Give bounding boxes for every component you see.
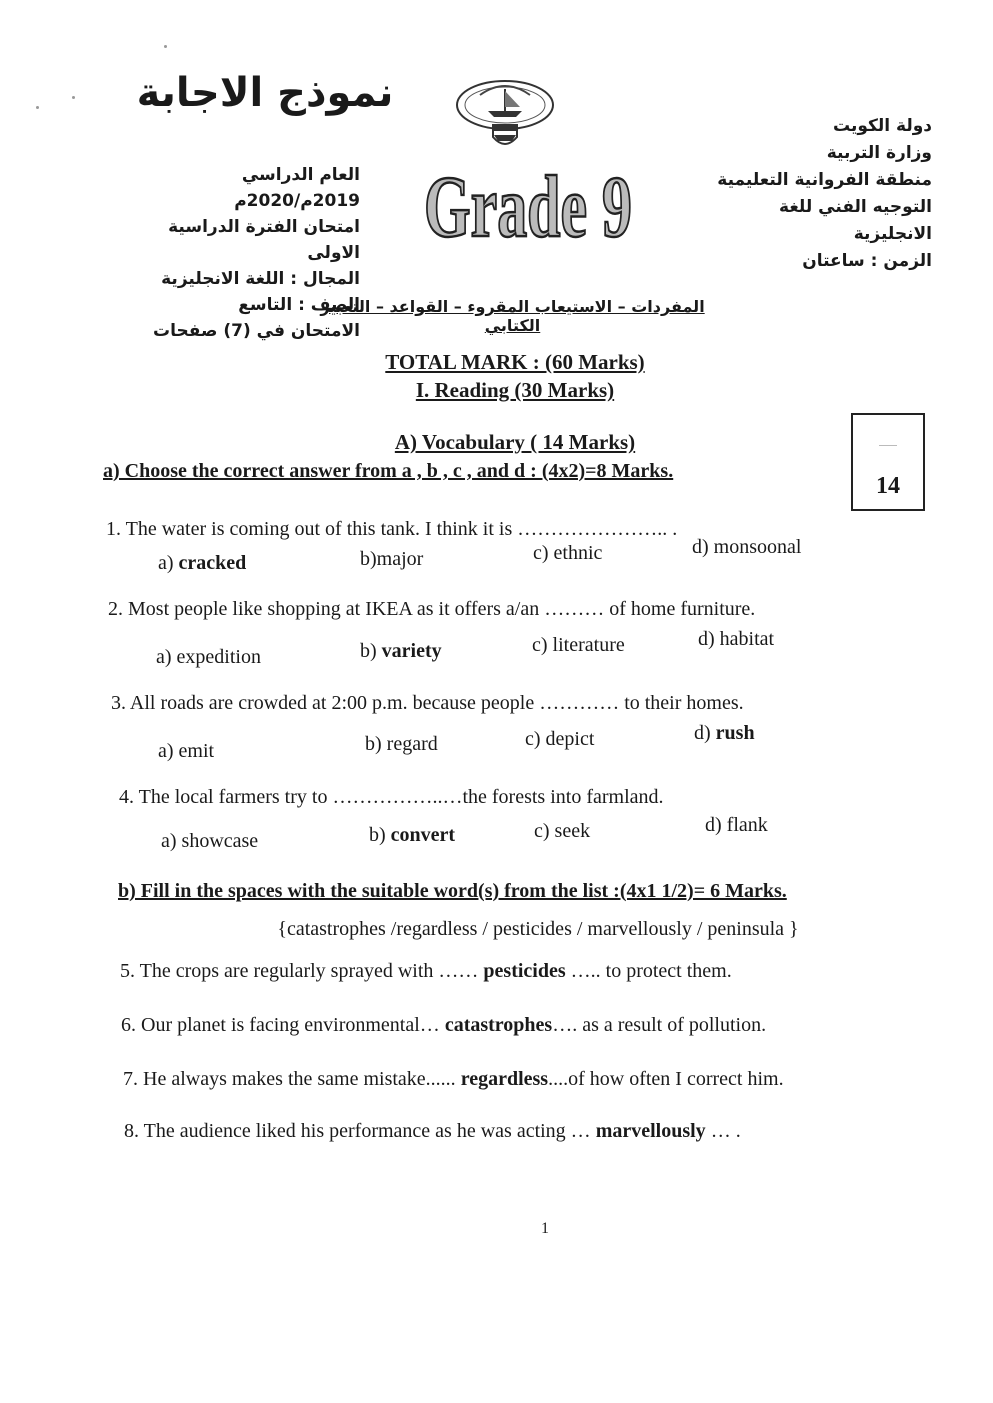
question-2-stem: 2. Most people like shopping at IKEA as it offers a/an ……… of home furniture. [108, 598, 756, 620]
english-supervision: التوجيه الفني للغة الانجليزية [779, 197, 932, 244]
score-divider [879, 445, 897, 446]
country-name: دولة الكويت [832, 116, 932, 136]
question-3-option-a: a) emit [158, 740, 215, 762]
question-1-option-a: a) cracked [158, 552, 247, 574]
question-4-option-d: d) flank [705, 814, 768, 836]
question-1-stem: 1. The water is coming out of this tank. I think it is ………………….. . [106, 518, 678, 540]
academic-year: العام الدراسي 2019م/2020م [234, 165, 360, 211]
question-3-stem: 3. All roads are crowded at 2:00 p.m. because people ………… to their homes. [111, 692, 744, 714]
question-3-option-b: b) regard [365, 733, 438, 755]
ministry-info-block [700, 113, 932, 275]
part-a-instruction: a) Choose the correct answer from a , b , c , and d : (4x2)=8 Marks. [103, 460, 674, 482]
question-1-option-b: b)major [360, 548, 424, 570]
question-4-option-a: a) showcase [161, 830, 259, 852]
grade-label [418, 150, 638, 260]
question-4-option-b: b) convert [369, 824, 456, 846]
exam-period: امتحان الفترة الدراسية الاولى [168, 217, 360, 263]
svg-text:Grade 9: Grade 9 [424, 159, 632, 256]
exam-subject: المجال : اللغة الانجليزية [161, 269, 360, 289]
kuwait-emblem [450, 75, 560, 160]
question-1-option-c: c) ethnic [533, 542, 603, 564]
exam-skills-line: المفردات – الاستيعاب المقروء – القواعد – التعبير الكتابي [320, 297, 705, 335]
answer-model-title: نموذج الاجابة [136, 70, 394, 116]
question-4-option-c: c) seek [534, 820, 591, 842]
exam-duration: الزمن : ساعتان [802, 251, 932, 271]
exam-pages: الامتحان في (7) صفحات [153, 321, 360, 341]
question-2-option-b: b) variety [360, 640, 442, 662]
word-list: {catastrophes /regardless / pesticides / marvellously / peninsula } [277, 918, 799, 940]
question-3-option-c: c) depict [525, 728, 595, 750]
sentence-8: 8. The audience liked his performance as he was acting … marvellously … . [124, 1120, 741, 1142]
ministry-name: وزارة التربية [826, 143, 932, 163]
vocabulary-heading: A) Vocabulary ( 14 Marks) [394, 430, 636, 454]
score-value: 14 [876, 473, 900, 499]
question-2-option-a: a) expedition [156, 646, 261, 668]
sentence-7: 7. He always makes the same mistake...... regardless....of how often I correct him. [123, 1068, 784, 1090]
question-1-option-d: d) monsoonal [692, 536, 802, 558]
exam-grade: الصف : التاسع [238, 295, 360, 315]
scan-speck [164, 45, 167, 48]
question-3-option-d: d) rush [694, 722, 755, 744]
score-box [851, 413, 925, 511]
sentence-6: 6. Our planet is facing environmental… catastrophes…. as a result of pollution. [121, 1014, 767, 1036]
scan-speck [36, 106, 39, 109]
reading-heading: I. Reading (30 Marks) [415, 378, 615, 402]
education-zone: منطقة الفروانية التعليمية [717, 170, 932, 190]
question-2-option-d: d) habitat [698, 628, 775, 650]
sentence-5: 5. The crops are regularly sprayed with …… pesticides ….. to protect them. [120, 960, 732, 982]
page-number: 1 [541, 1220, 549, 1237]
total-mark-heading: TOTAL MARK : (60 Marks) [385, 350, 645, 374]
question-4-stem: 4. The local farmers try to ……………..…the forests into farmland. [119, 786, 664, 808]
part-b-instruction: b) Fill in the spaces with the suitable word(s) from the list :(4x1 1/2)= 6 Marks. [118, 880, 787, 902]
question-2-option-c: c) literature [532, 634, 625, 656]
scan-speck [72, 96, 75, 99]
